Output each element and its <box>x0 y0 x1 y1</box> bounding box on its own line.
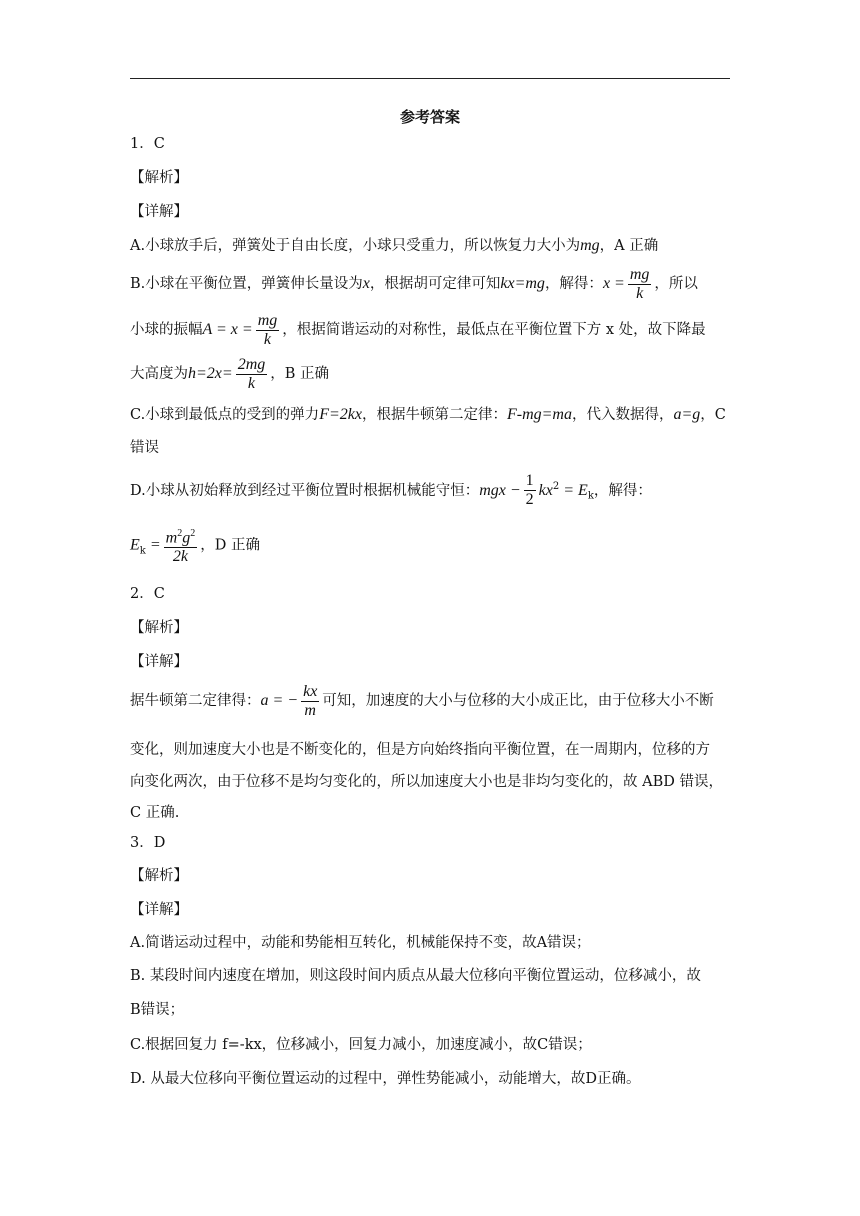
q1-option-b-line3: 大高度为h=2x= $\frac{2mg}{k}$ ，B 正确 <box>130 355 330 392</box>
q2-line3: 向变化两次，由于位移不是均匀变化的，所以加速度大小也是非均匀变化的，故 ABD 错误， <box>130 774 723 790</box>
q1-d1-fraction: $\frac{1}{2}$ <box>525 472 534 509</box>
q1-b3-fraction: $\frac{2mg}{k}$ <box>237 355 266 392</box>
q2-answer: 2．C <box>130 586 165 602</box>
q1-option-d-line1: D.小球从初始释放到经过平衡位置时根据机械能守恒：mgx − $\frac{1}{2}$ $kx^2 = E_k$，解得： <box>130 472 652 509</box>
q1-detail-label: 【详解】 <box>130 204 188 220</box>
q1-b2-fraction: $\frac{mg}{k}$ <box>257 311 278 348</box>
q1-option-a: A.小球放手后，弹簧处于自由长度，小球只受重力，所以恢复力大小为mg，A 正确 <box>130 237 659 254</box>
q1-option-d-line2: $E_k$ = $\frac{m^2g^2}{2k}$ ，D 正确 <box>130 525 260 572</box>
q3-option-c: C.根据回复力 f=-kx，位移减小，回复力减小，加速度减小，故C错误； <box>130 1037 592 1053</box>
q2-fraction: $\frac{kx}{m}$ <box>303 682 318 719</box>
q1-answer: 1．C <box>130 136 165 152</box>
q2-analysis-label: 【解析】 <box>130 620 188 636</box>
q1-d2-fraction: $\frac{m^2g^2}{2k}$ <box>165 528 196 566</box>
q3-option-b-line2: B错误； <box>130 1002 185 1018</box>
q3-analysis-label: 【解析】 <box>130 868 188 884</box>
q1-b1-fraction: $\frac{mg}{k}$ <box>629 265 650 302</box>
header-rule <box>130 78 730 79</box>
q3-option-b-line1: B. 某段时间内速度在增加，则这段时间内质点从最大位移向平衡位置运动，位移减小，故 <box>130 968 701 984</box>
q1-option-c-line1: C.小球到最低点的受到的弹力F=2kx，根据牛顿第二定律：F-mg=ma，代入数据得，a=g，C <box>130 406 726 423</box>
q1-option-b-line1: B.小球在平衡位置，弹簧伸长量设为x，根据胡可定律可知kx=mg，解得：x = $\frac{mg}{k}$ ，所以 <box>130 265 698 302</box>
q2-line2: 变化，则加速度大小也是不断变化的，但是方向始终指向平衡位置，在一周期内，位移的方 <box>130 742 710 758</box>
q1-option-c-line2: 错误 <box>130 440 159 456</box>
q2-line4: C 正确. <box>130 805 180 821</box>
q3-answer: 3．D <box>130 835 166 851</box>
q3-option-d: D. 从最大位移向平衡位置运动的过程中，弹性势能减小，动能增大，故D正确。 <box>130 1071 641 1087</box>
q3-detail-label: 【详解】 <box>130 902 188 918</box>
q3-option-a: A.简谐运动过程中，动能和势能相互转化，机械能保持不变，故A错误； <box>130 935 591 951</box>
q2-detail-label: 【详解】 <box>130 654 188 670</box>
q1-option-b-line2: 小球的振幅A = x = $\frac{mg}{k}$ ，根据简谐运动的对称性，最低点在平衡位置下方 x 处，故下降最 <box>130 311 706 348</box>
page-title: 参考答案 <box>399 108 460 126</box>
q1-analysis-label: 【解析】 <box>130 170 188 186</box>
q2-line1: 据牛顿第二定律得：a = − $\frac{kx}{m}$ 可知，加速度的大小与位移的大小成正比，由于位移大小不断 <box>130 682 714 719</box>
